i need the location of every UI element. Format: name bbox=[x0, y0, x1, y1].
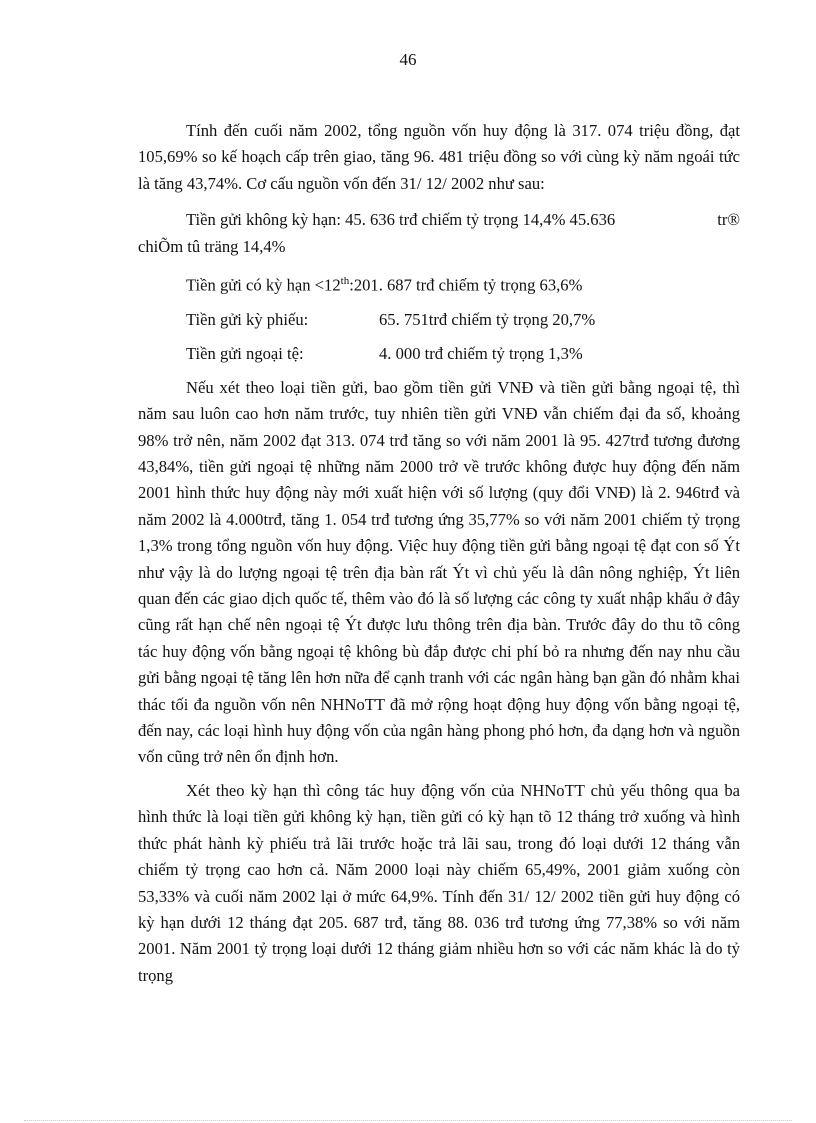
deposit-bill-line bbox=[138, 307, 740, 333]
page-number: 46 bbox=[399, 50, 417, 69]
deposit-term-line bbox=[138, 268, 740, 299]
deposit-term-superscript: th bbox=[340, 275, 350, 288]
paragraph-term-analysis: Xét theo kỳ hạn thì công tác huy động vốn của NHNoTT chủ yếu thông qua ba hình thức là loại tiền gửi không kỳ hạn, tiền gửi có kỳ hạn tõ 12 tháng trở xuống và hình thức phát hành kỳ phiếu trả lãi trước hoặc trả lãi sau, trong đó loại dưới 12 tháng vẫn chiếm tỷ trọng cao hơn cả. Năm 2000 loại này chiếm 65,49%, 2001 giảm xuống còn 53,33% và cuối năm 2002 lại ở mức 64,9%. Tính đến 31/ 12/ 2002 tiền gửi huy động có kỳ hạn dưới 12 tháng đạt 205. 687 trđ, tăng 88. 036 trđ tương ứng 77,38% so với năm 2001. Năm 2001 tỷ trọng loại dưới 12 tháng giảm nhiều hơn so với các năm khác là do tỷ trọng bbox=[138, 780, 740, 985]
deposit-foreign-line bbox=[138, 341, 740, 367]
deposit-demand-line bbox=[138, 207, 740, 260]
paragraph-capital-overview: Tính đến cuối năm 2002, tổng nguồn vốn huy động là 317. 074 triệu đồng, đạt 105,69% so kế hoạch cấp trên giao, tăng 96. 481 triệu đồng so với cùng kỳ năm ngoái tức là tăng 43,74%. Cơ cấu nguồn vốn đến 31/ 12/ 2002 như sau: bbox=[138, 121, 740, 193]
document-body bbox=[138, 118, 740, 989]
deposit-term-value: :201. 687 trđ chiếm tỷ trọng 63,6% bbox=[349, 275, 583, 295]
deposit-foreign-value: 4. 000 trđ chiếm tỷ trọng 1,3% bbox=[379, 344, 583, 364]
footer-divider bbox=[24, 1120, 792, 1121]
deposit-demand-garbled-text: chiÕm tû träng 14,4% bbox=[138, 236, 286, 256]
deposit-bill-value: 65. 751trđ chiếm tỷ trọng 20,7% bbox=[379, 309, 596, 329]
deposit-bill-label: Tiền gửi kỳ phiếu: bbox=[186, 309, 309, 329]
deposit-term-label: Tiền gửi có kỳ hạn <12 bbox=[186, 275, 341, 295]
deposit-demand-garbled-unit: tr® bbox=[717, 210, 740, 230]
paragraph-currency-analysis: Nếu xét theo loại tiền gửi, bao gồm tiền gửi VNĐ và tiền gửi bằng ngoại tệ, thì năm sau luôn cao hơn năm trước, tuy nhiên tiền gửi VNĐ vẫn chiếm đại đa số, khoảng 98% trở nên, năm 2002 đạt 313. 074 trđ tăng so với năm 2001 là 95. 427trđ tương đương 43,84%, tiền gửi ngoại tệ những năm 2000 trở về trước không được huy động đến năm 2001 hình thức huy động này mới xuất hiện với số lượng (quy đổi VNĐ) là 2. 946trđ và năm 2002 là 4.000trđ, tăng 1. 054 trđ tương ứng 35,77% so với năm 2001 chiếm tỷ trọng 1,3% trong tổng nguồn vốn huy động. Việc huy động tiền gửi bằng ngoại tệ đạt con số Ýt như vậy là do lượng ngoại tệ trên địa bàn rất Ýt vì chủ yếu là dân nông nghiệp, Ýt liên quan đến các giao dịch quốc tế, thêm vào đó là số lượng các công ty xuất nhập khẩu ở đây cũng rất hạn chế nên ngoại tệ Ýt được lưu thông trên địa bàn. Trước đây do thu tõ công tác huy động vốn bằng ngoại tệ không bù đắp được chi phí bỏ ra nhưng đến nay nhu cầu gửi bằng ngoại tệ tăng lên hơn nữa để cạnh tranh với các ngân hàng bạn gần đó nhằm khai thác tối đa nguồn vốn nên NHNoTT đã mở rộng hoạt động huy động vốn bằng ngoại tệ, đến nay, các loại hình huy động vốn của ngân hàng phong phó hơn, đa dạng hơn và nguồn vốn cũng trở nên ổn định hơn. bbox=[138, 377, 740, 767]
deposit-foreign-label: Tiền gửi ngoại tệ: bbox=[186, 344, 304, 364]
deposit-demand-text: Tiền gửi không kỳ hạn: 45. 636 trđ chiếm tỷ trọng 14,4% 45.636 bbox=[186, 210, 616, 230]
